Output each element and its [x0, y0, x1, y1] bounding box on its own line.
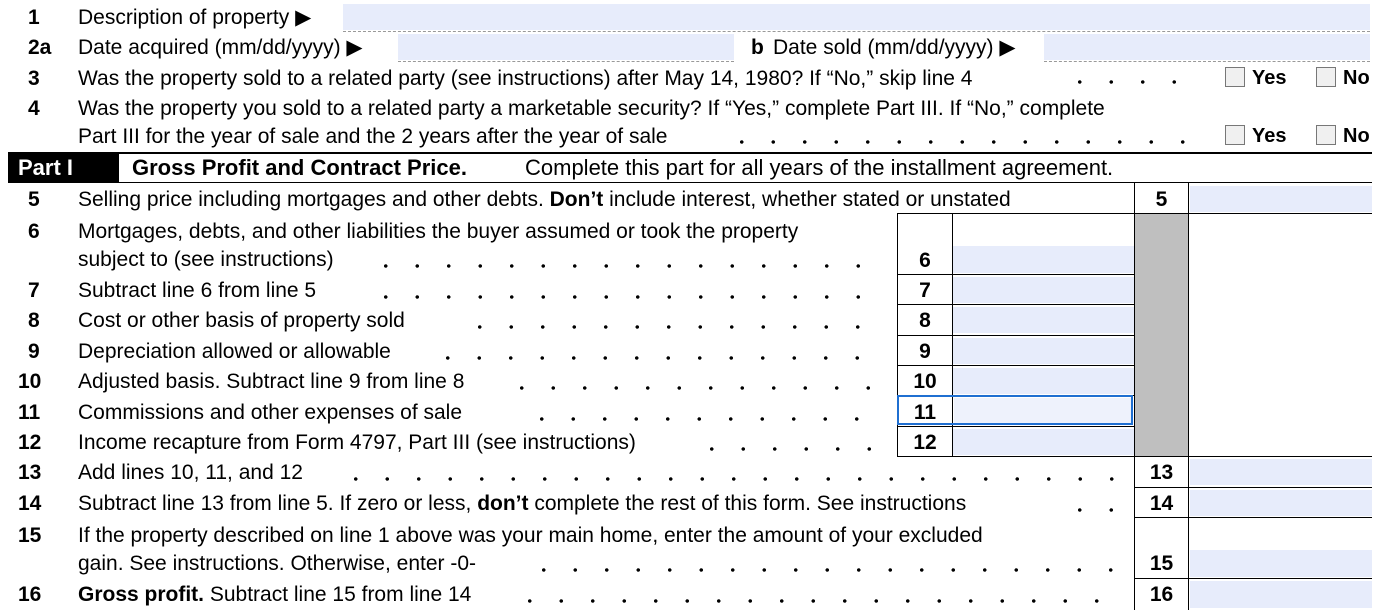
line-13-label: Add lines 10, 11, and 12 [78, 461, 303, 484]
line-14-text: Subtract line 13 from line 5. If zero or less, [78, 492, 478, 515]
line-16-bold-text: Gross profit. [78, 583, 205, 606]
line-6-label-line-2: subject to (see instructions) [78, 248, 334, 271]
line-3-no-label: No [1343, 67, 1370, 89]
line-4-label-line-2: Part III for the year of sale and the 2 years after the year of sale [78, 125, 668, 148]
line-9-rule [897, 365, 1135, 366]
line-5-label [78, 188, 1011, 212]
line-8-label: Cost or other basis of property sold [78, 309, 405, 332]
line-8-rule [897, 335, 1135, 336]
line-12-leader-dots [696, 447, 874, 451]
line-7-label: Subtract line 6 from line 5 [78, 279, 317, 302]
description-of-property-field[interactable] [343, 4, 1370, 30]
line-9-number: 9 [28, 340, 40, 363]
line-3-yes-label: Yes [1252, 67, 1287, 89]
line-8-leader-dots [464, 325, 874, 329]
line-6-rule [897, 274, 1135, 275]
line-1-label: Description of property ▶ [78, 6, 312, 29]
line-11-label: Commissions and other expenses of sale [78, 401, 463, 424]
line-11-leader-dots [526, 417, 874, 421]
part-1-title-rest: Complete this part for all years of the installment agreement. [525, 155, 1114, 180]
line-6-number: 6 [28, 220, 40, 243]
line-12-box-label: 12 [913, 431, 937, 454]
line-7-number: 7 [28, 279, 40, 302]
right-box-divider [1188, 183, 1189, 610]
line-6-label-line-1: Mortgages, debts, and other liabilities the buyer assumed or took the property [78, 220, 799, 243]
line-3-no-checkbox[interactable] [1316, 67, 1336, 87]
line-4-yes-label: Yes [1252, 125, 1287, 147]
line-5-amount-field[interactable] [1190, 186, 1372, 212]
line-7-rule [897, 304, 1135, 305]
line-11-number: 11 [18, 401, 41, 424]
line-3-leader-dots [1064, 80, 1204, 84]
line-10-box-label: 10 [913, 370, 937, 393]
line-16-number: 16 [18, 583, 42, 606]
part-1-bottom-rule [8, 182, 1372, 183]
right-column-shaded-area [1135, 214, 1189, 457]
line-13-number: 13 [18, 461, 42, 484]
line-13-amount-field[interactable] [1190, 459, 1372, 485]
line-6-box-label: 6 [919, 249, 931, 272]
line-2a-number: 2a [28, 36, 52, 59]
line-12b-rule [1134, 456, 1372, 457]
line-2b-label: Date sold (mm/dd/yyyy) ▶ [773, 36, 1016, 59]
part-1-tag: Part I [8, 154, 119, 182]
line-9-box-label: 9 [919, 340, 931, 363]
line-4-no-label: No [1343, 125, 1370, 147]
line-14-number: 14 [18, 492, 42, 515]
line-10-leader-dots [506, 386, 874, 390]
line-16-box-label: 16 [1149, 583, 1174, 606]
line-6-leader-dots [370, 264, 874, 268]
line-7-leader-dots [370, 295, 874, 299]
line-3-yes-checkbox[interactable] [1225, 67, 1245, 87]
line-13-leader-dots [340, 477, 1126, 481]
line-14-rule [1134, 517, 1372, 518]
line-2b-underline [1044, 61, 1370, 62]
line-1-number: 1 [28, 6, 40, 29]
line-4-yes-checkbox[interactable] [1225, 125, 1245, 145]
line-9-leader-dots [432, 356, 874, 360]
line-16-leader-dots [514, 599, 1126, 603]
line-5-rule [1134, 213, 1372, 214]
line-9-label: Depreciation allowed or allowable [78, 340, 391, 363]
line-11-amount-field[interactable] [954, 398, 1131, 423]
line-4-no-checkbox[interactable] [1316, 125, 1336, 145]
line-10-label: Adjusted basis. Subtract line 9 from line 8 [78, 370, 465, 393]
line-10-number: 10 [18, 370, 42, 393]
line-5-box-label: 5 [1155, 188, 1168, 211]
line-3-label: Was the property sold to a related party (see instructions) after May 14, 1980? If “No,” skip line 4 [78, 67, 973, 90]
date-sold-field[interactable] [1044, 34, 1370, 60]
line-9-amount-field[interactable] [953, 338, 1134, 364]
line-15-label-line-2: gain. See instructions. Otherwise, enter -0- [78, 552, 477, 575]
part-1-title-bold: Gross Profit and Contract Price. [132, 155, 467, 180]
line-2a-label: Date acquired (mm/dd/yyyy) ▶ [78, 36, 363, 59]
line-13-box-label: 13 [1149, 461, 1174, 484]
part-1-top-rule [8, 152, 1372, 154]
line-4-label-line-1: Was the property you sold to a related party a marketable security? If “Yes,” complete Part III. If “No,” complete [78, 97, 1105, 120]
line-3-number: 3 [28, 67, 40, 90]
line-4-number: 4 [28, 97, 40, 120]
line-12-amount-field[interactable] [953, 429, 1134, 455]
line-11-box-label: 11 [913, 401, 937, 424]
line-7-box-label: 7 [919, 279, 931, 302]
line-12-number: 12 [18, 431, 42, 454]
line-4-leader-dots [726, 140, 1204, 144]
line-15-rule [1134, 578, 1372, 579]
line-5-text: Selling price including mortgages and other debts. [78, 188, 550, 211]
line-8-number: 8 [28, 309, 40, 332]
line-15-box-label: 15 [1149, 552, 1174, 575]
line-16-label [78, 583, 471, 607]
line-8-box-label: 8 [919, 309, 931, 332]
line-14-label [78, 492, 966, 516]
line-1-underline [343, 31, 1370, 32]
line-2a-underline [398, 61, 734, 62]
line-7-amount-field[interactable] [953, 277, 1134, 303]
line-5-bold-text: Don’t [549, 188, 604, 211]
line-5-text-end: include interest, whether stated or unstated [603, 188, 1011, 211]
mid-box-top-rule [897, 213, 1135, 214]
line-15-label-line-1: If the property described on line 1 above was your main home, enter the amount of your excluded [78, 524, 983, 547]
line-14-leader-dots [1064, 508, 1126, 512]
line-14-box-label: 14 [1149, 492, 1174, 515]
line-16-text: Subtract line 15 from line 14 [204, 583, 472, 606]
line-15-leader-dots [528, 568, 1126, 572]
line-13-rule [1134, 487, 1372, 488]
line-12-rule [897, 456, 1135, 457]
right-box-left-border [1134, 183, 1135, 610]
line-14-bold-text: don’t [477, 492, 529, 515]
line-16-amount-field[interactable] [1190, 581, 1372, 608]
line-8-amount-field[interactable] [953, 307, 1134, 333]
line-6-amount-field[interactable] [953, 246, 1134, 273]
line-5-number: 5 [28, 188, 40, 211]
line-14-text-end: complete the rest of this form. See instructions [528, 492, 967, 515]
line-11-rule [897, 426, 1135, 427]
line-10-amount-field[interactable] [953, 368, 1134, 394]
line-14-amount-field[interactable] [1190, 490, 1372, 516]
line-15-number: 15 [18, 524, 42, 547]
line-2b-letter: b [751, 36, 764, 59]
line-15-amount-field[interactable] [1190, 550, 1372, 577]
line-12-label: Income recapture from Form 4797, Part III (see instructions) [78, 431, 636, 454]
date-acquired-field[interactable] [398, 34, 734, 60]
